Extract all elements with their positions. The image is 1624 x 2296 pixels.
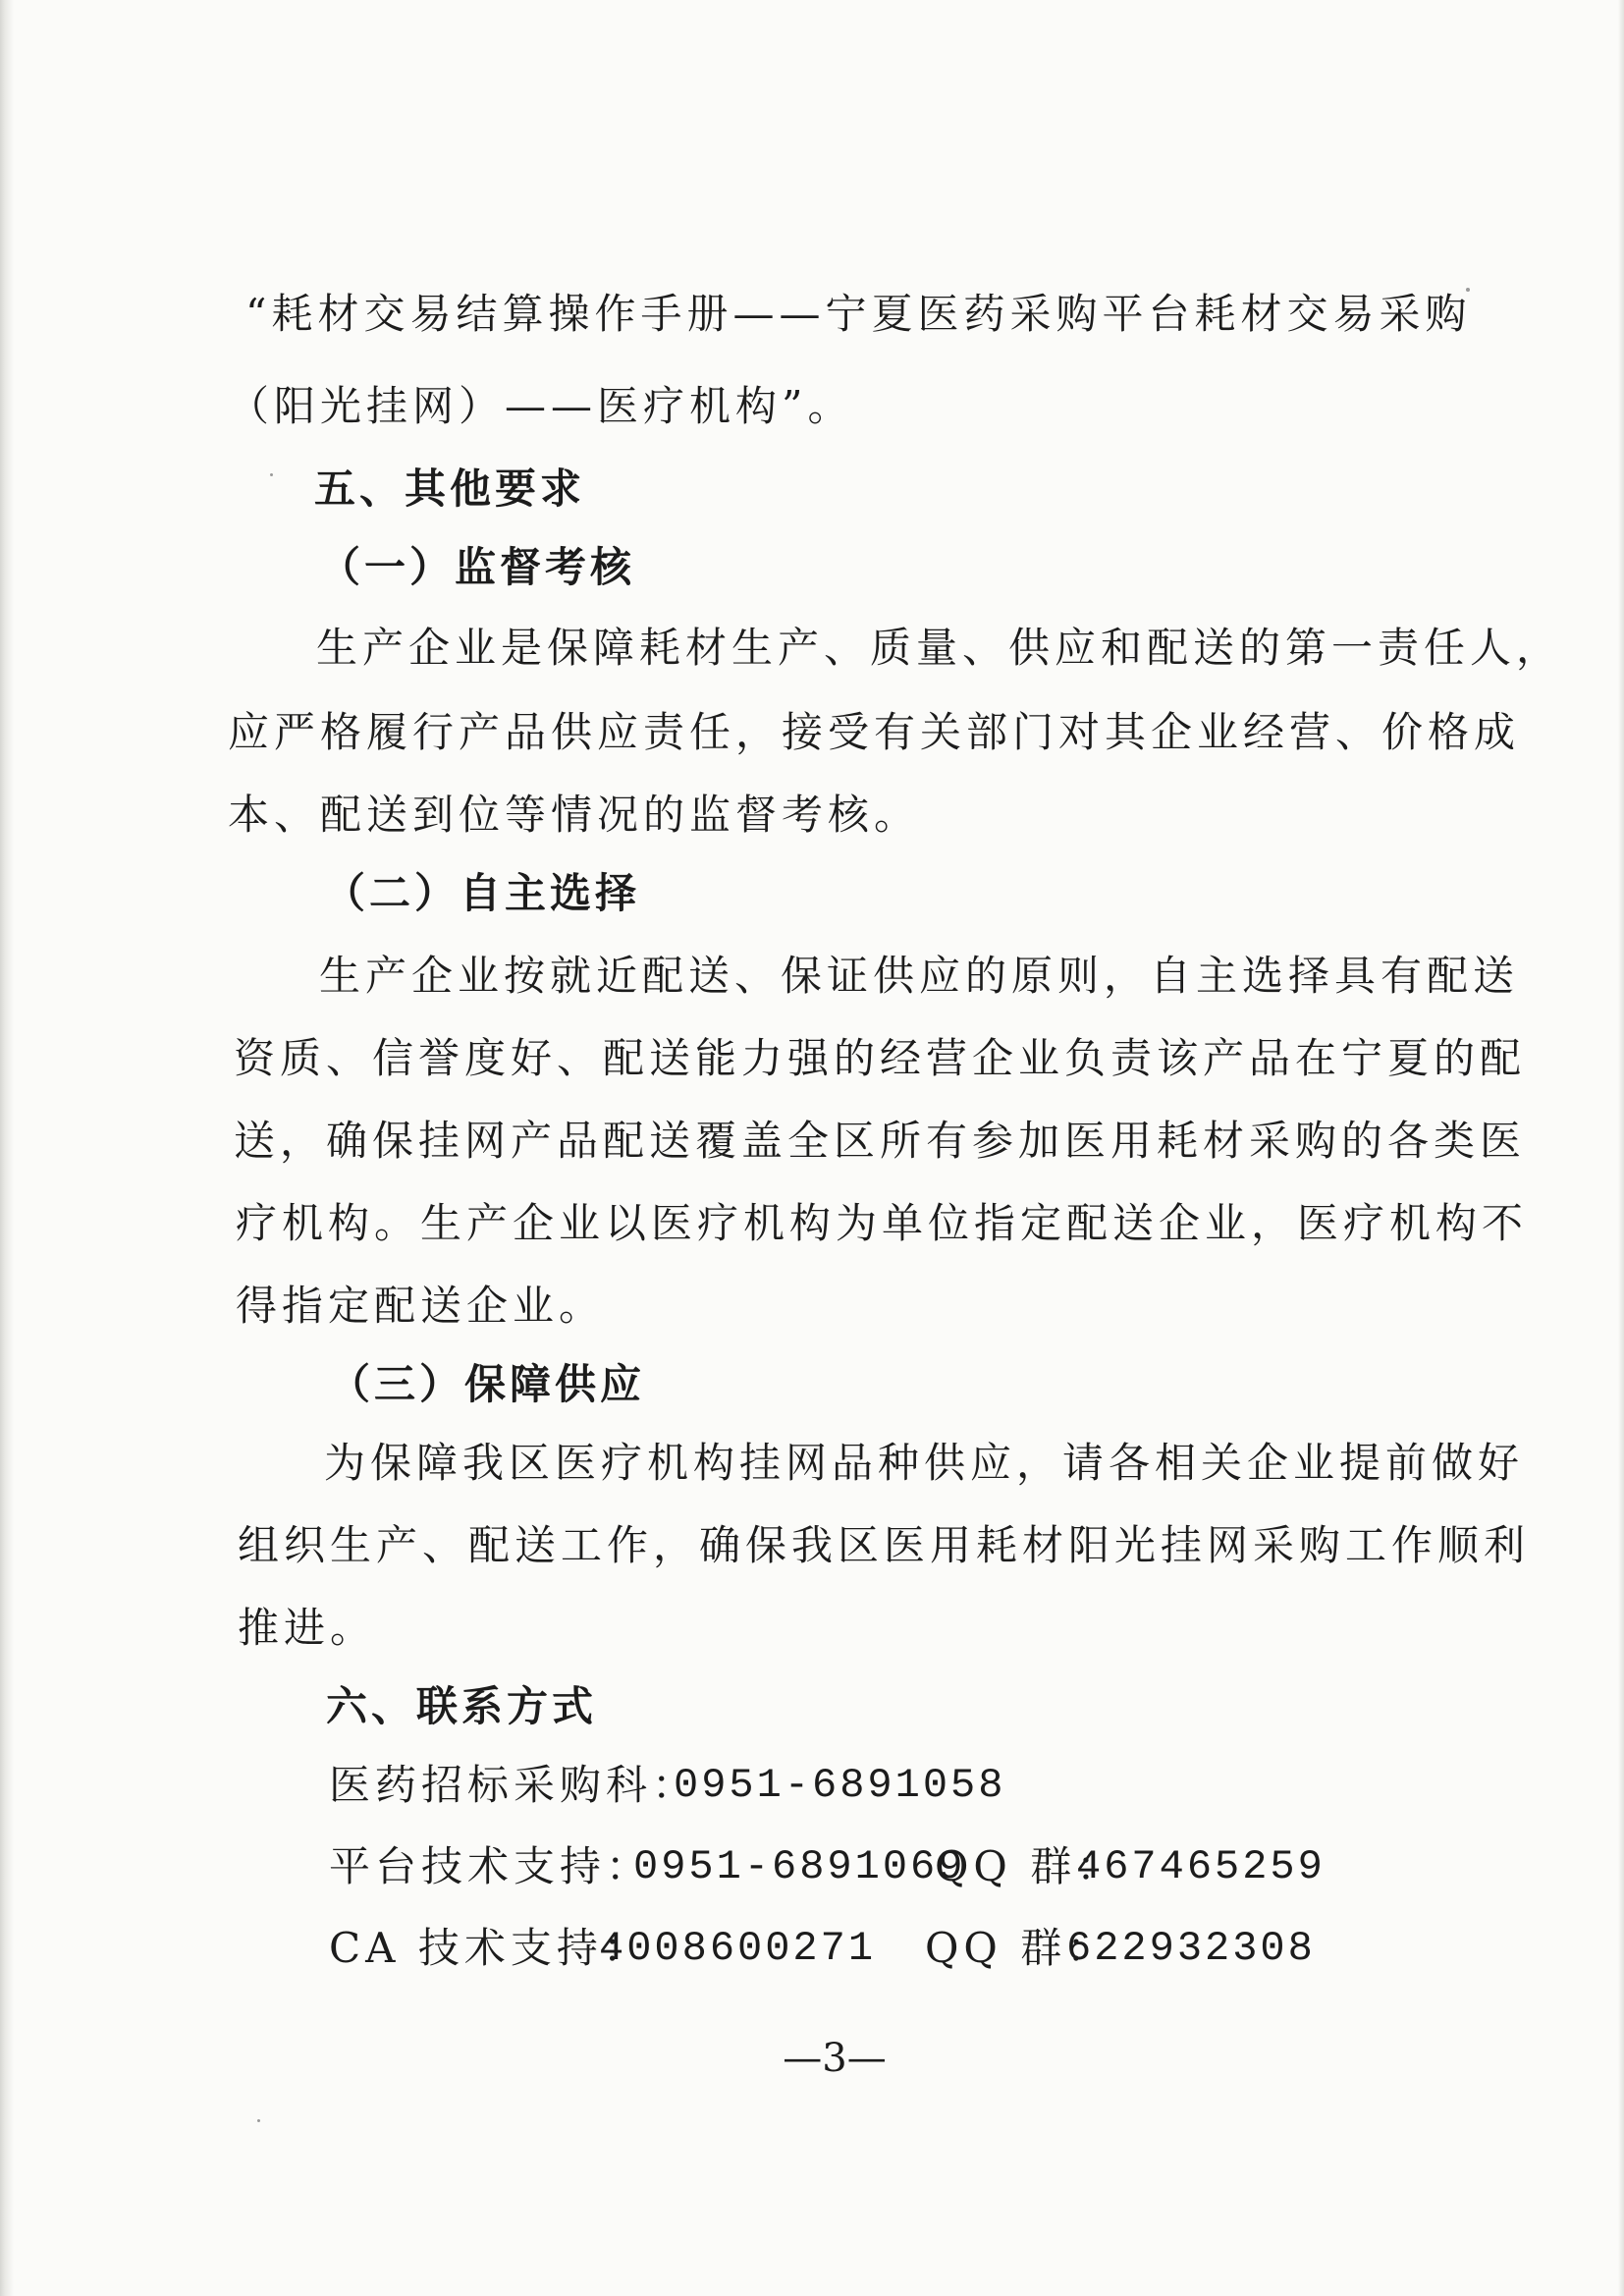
subsection-1-line-2: 应严格履行产品供应责任，接受有关部门对其企业经营、价格成 [228, 708, 1521, 756]
contact-label: CA 技术支持： [329, 1924, 649, 1972]
subsection-2-heading: （二）自主选择 [324, 869, 641, 917]
paragraph-continuation-line-2: （阳光挂网）——医疗机构”。 [228, 382, 854, 430]
scan-speck [270, 473, 273, 476]
subsection-1-heading: （一）监督考核 [319, 543, 636, 591]
qq-group-number: 622932308 [1066, 1925, 1316, 1972]
scan-speck [257, 2119, 260, 2122]
subsection-3-line-3: 推进。 [238, 1604, 377, 1652]
contact-label: 医药招标采购科： [329, 1761, 699, 1809]
contact-phone: 4008600271 [599, 1925, 877, 1972]
subsection-3-line-1: 为保障我区医疗机构挂网品种供应，请各相关企业提前做好 [324, 1439, 1525, 1487]
subsection-2-line-2: 资质、信誉度好、配送能力强的经营企业负责该产品在宁夏的配 [234, 1034, 1527, 1082]
contact-phone: 0951-6891058 [674, 1762, 1006, 1809]
subsection-1-line-3: 本、配送到位等情况的监督考核。 [228, 791, 921, 839]
section-5-heading: 五、其他要求 [314, 465, 586, 513]
subsection-2-line-1: 生产企业按就近配送、保证供应的原则，自主选择具有配送 [319, 952, 1520, 1000]
scan-left-edge [0, 0, 14, 2296]
qq-group-label: QQ 群： [925, 1924, 1113, 1972]
scan-right-edge [1618, 0, 1624, 2296]
subsection-3-heading: （三）保障供应 [329, 1360, 646, 1408]
subsection-2-line-5: 得指定配送企业。 [236, 1282, 606, 1330]
qq-group-label: QQ 群： [935, 1842, 1123, 1890]
subsection-3-line-2: 组织生产、配送工作，确保我区医用耗材阳光挂网采购工作顺利 [238, 1521, 1531, 1569]
paragraph-continuation-line-1: “耗材交易结算操作手册——宁夏医药采购平台耗材交易采购 [245, 290, 1472, 338]
subsection-2-line-4: 疗机构。生产企业以医疗机构为单位指定配送企业，医疗机构不 [236, 1199, 1529, 1247]
section-6-heading: 六、联系方式 [326, 1682, 598, 1730]
subsection-2-line-3: 送，确保挂网产品配送覆盖全区所有参加医用耗材采购的各类医 [234, 1117, 1527, 1165]
contact-label: 平台技术支持： [329, 1842, 653, 1890]
page-number: —3— [783, 2036, 887, 2081]
contact-phone: 0951-6891069 [633, 1843, 966, 1890]
qq-group-number: 467465259 [1076, 1843, 1326, 1890]
subsection-1-line-1: 生产企业是保障耗材生产、质量、供应和配送的第一责任人， [316, 624, 1563, 672]
